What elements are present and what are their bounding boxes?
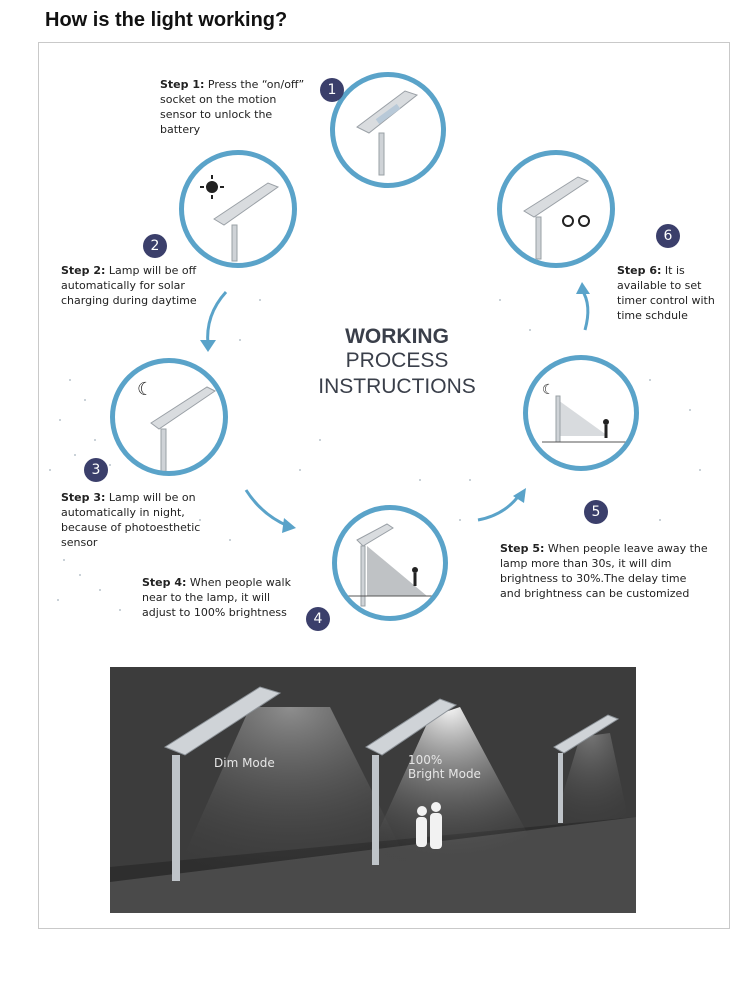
working-process-title: [292, 325, 502, 399]
step-1-badge: 1: [320, 78, 344, 102]
svg-text:☾: ☾: [542, 382, 555, 398]
svg-text:☾: ☾: [137, 379, 154, 400]
step-2-body: Lamp will be off automatically for solar charging during daytime: [61, 264, 197, 307]
step-5-body: When people leave away the lamp more than 30s, it will dim brightness to 30%.The delay time and brightness can be customized: [500, 542, 708, 600]
step-5-image: [523, 355, 639, 471]
step-6-body: It is available to set timer control with time schdule: [617, 264, 715, 322]
step-4-label: Step 4:: [142, 576, 187, 589]
step-3-text: [61, 490, 211, 550]
step-6-badge: 6: [656, 224, 680, 248]
step-1-label: Step 1:: [160, 78, 205, 91]
step-4-body: When people walk near to the lamp, it will adjust to 100% brightness: [142, 576, 291, 619]
step-5-badge: 5: [584, 500, 608, 524]
step-3-image: [110, 358, 228, 476]
step-4-text: [142, 575, 302, 620]
step-4-badge: 4: [306, 607, 330, 631]
center-title-bold: WORKING: [345, 325, 449, 348]
step-2-text: [61, 263, 201, 308]
center-title-rest: PROCESS: [345, 349, 449, 372]
center-title-line2: INSTRUCTIONS: [318, 375, 476, 398]
step-3-body: Lamp will be on automatically in night, because of photoesthetic sensor: [61, 491, 201, 549]
dim-mode-label: Dim Mode: [214, 756, 275, 770]
step-3-badge: 3: [84, 458, 108, 482]
step-6-image: [497, 150, 615, 268]
night-street-photo: [110, 667, 636, 913]
step-2-image: [179, 150, 297, 268]
step-1-text: [160, 77, 310, 137]
step-6-text: [617, 263, 722, 323]
bright-mode-label: Bright Mode: [408, 767, 481, 781]
step-2-badge: 2: [143, 234, 167, 258]
step-3-label: Step 3:: [61, 491, 106, 504]
page-title: How is the light working?: [45, 9, 288, 31]
step-1-body: Press the “on/off” socket on the motion sensor to unlock the battery: [160, 78, 305, 136]
step-5-text: [500, 541, 710, 601]
step-5-label: Step 5:: [500, 542, 545, 555]
step-2-label: Step 2:: [61, 264, 106, 277]
step-1-image: [330, 72, 446, 188]
bright-mode-percent: 100%: [408, 753, 443, 767]
step-4-image: [332, 505, 448, 621]
step-6-label: Step 6:: [617, 264, 662, 277]
